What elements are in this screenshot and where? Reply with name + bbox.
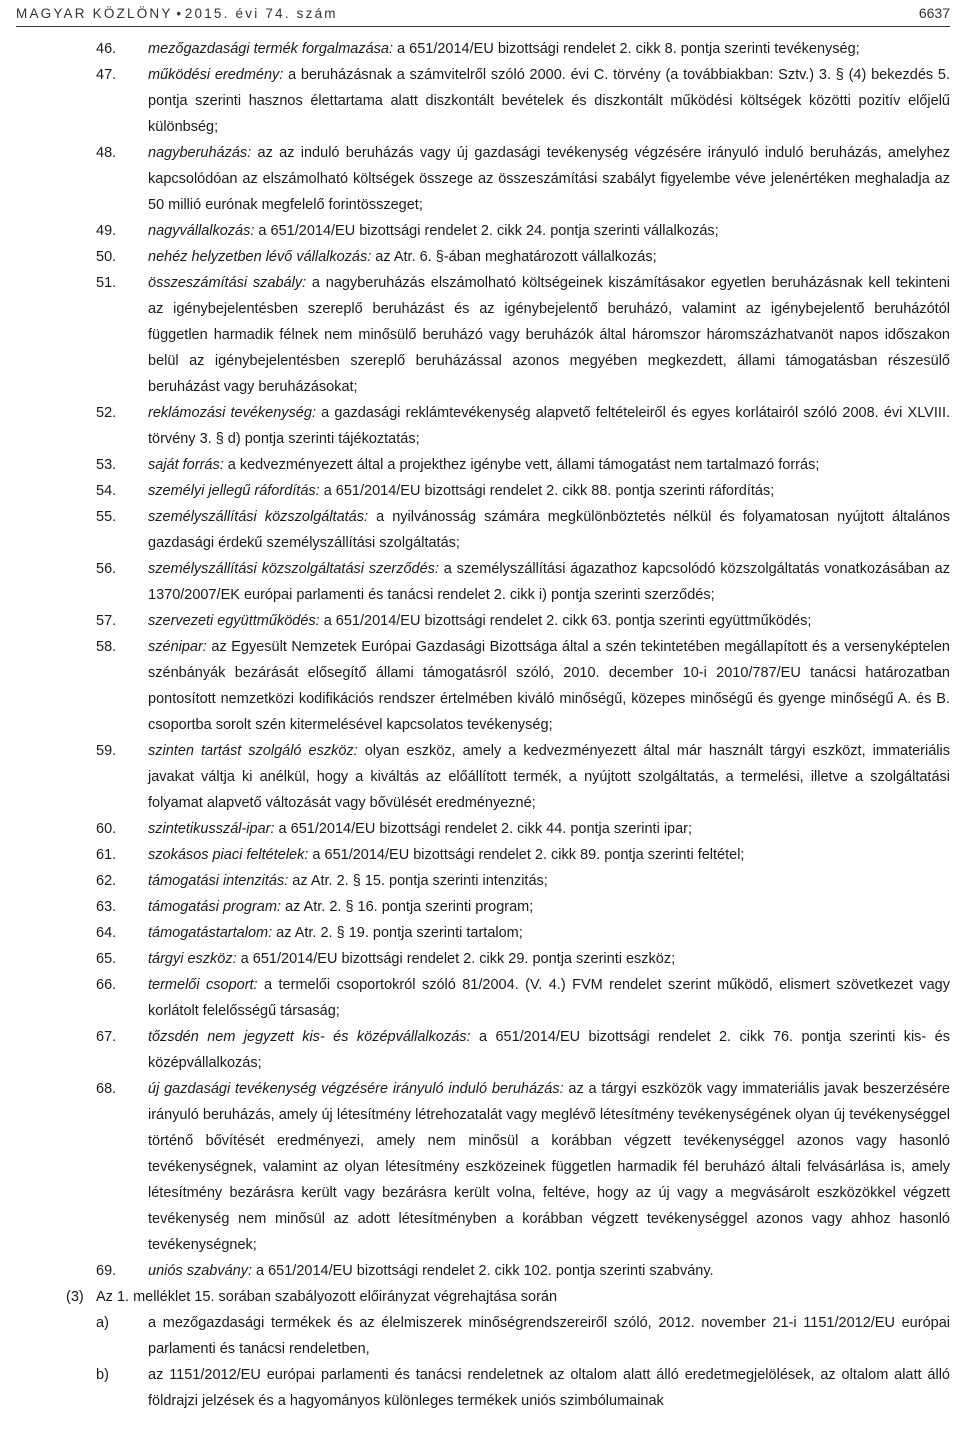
definition-item [0, 634, 960, 738]
defined-term: támogatástartalom: [148, 925, 273, 941]
definition-item [0, 738, 960, 816]
defined-term: termelői csoport: [148, 977, 258, 993]
defined-term: tárgyi eszköz: [148, 951, 237, 967]
paragraph-label: (3) [66, 1289, 84, 1305]
item-number: 67. [96, 1029, 117, 1045]
definition-item [0, 478, 960, 504]
definition-text: az Atr. 2. § 19. pontja szerinti tartalom; [272, 925, 523, 941]
definition-text: a 651/2014/EU bizottsági rendelet 2. cikk 76. pontja szerinti kis- és középvállalkozás; [148, 1029, 950, 1071]
definition-text: a 651/2014/EU bizottsági rendelet 2. cikk 63. pontja szerinti együttműködés; [319, 613, 812, 629]
item-number: 68. [96, 1081, 117, 1097]
page-header [16, 0, 950, 26]
definition-item [0, 1076, 960, 1258]
sub-item [0, 1362, 960, 1414]
journal-title: MAGYAR KÖZLÖNY • 2015. évi 74. szám [16, 6, 338, 21]
definition-item [0, 816, 960, 842]
paragraph-3 [0, 1284, 960, 1310]
definition-item [0, 400, 960, 452]
item-number: 46. [96, 41, 117, 57]
document-body [0, 36, 960, 1414]
definition-text: a 651/2014/EU bizottsági rendelet 2. cikk 44. pontja szerinti ipar; [274, 821, 693, 837]
sub-item-label: b) [96, 1367, 109, 1383]
definition-text: a 651/2014/EU bizottsági rendelet 2. cikk 29. pontja szerinti eszköz; [236, 951, 676, 967]
defined-term: személyszállítási közszolgáltatás: [148, 509, 369, 525]
definition-text: a gazdasági reklámtevékenység alapvető feltételeiről és egyes korlátairól szóló 2008. évi XLVIII. törvény 3. § d) pontja szerinti tájékoztatás; [148, 405, 950, 447]
defined-term: személyi jellegű ráfordítás: [148, 483, 320, 499]
defined-term: szervezeti együttműködés: [148, 613, 320, 629]
definition-item [0, 894, 960, 920]
item-number: 57. [96, 613, 117, 629]
defined-term: támogatási program: [148, 899, 281, 915]
definition-item [0, 972, 960, 1024]
paragraph-text: Az 1. melléklet 15. sorában szabályozott előirányzat végrehajtása során [96, 1289, 558, 1305]
definition-text: a beruházásnak a számvitelről szóló 2000. évi C. törvény (a továbbiakban: Sztv.) 3. § (4) bekezdés 5. pontja szerinti hasznos élettartama alatt diszkontált bevételek és diszkontált működési költségek közötti pozitív előjelű különbség; [148, 67, 950, 135]
item-number: 53. [96, 457, 117, 473]
item-number: 50. [96, 249, 117, 265]
sub-item-text: az 1151/2012/EU európai parlamenti és tanácsi rendeletnek az oltalom alatt álló eredetmegjelölések, az oltalom alatt álló földrajzi jelzések és a hagyományos különleges termékek uniós szimbólumainak [148, 1367, 950, 1409]
item-number: 65. [96, 951, 117, 967]
defined-term: összeszámítási szabály: [148, 275, 307, 291]
item-number: 64. [96, 925, 117, 941]
item-number: 54. [96, 483, 117, 499]
definition-item [0, 36, 960, 62]
defined-term: mezőgazdasági termék forgalmazása: [148, 41, 394, 57]
definition-text: az Atr. 6. §-ában meghatározott vállalkozás; [371, 249, 657, 265]
definition-text: az a tárgyi eszközök vagy immateriális javak beszerzésére irányuló beruházás, amely új létesítmény létrehozatalát vagy meglévő létesítmény tevékenységének olyan új tevékenységgel történő bővítését eredményezi, amely nem minősül a korábban végzett tevékenységgel azonos vagy hasonló tevékenységnek, valamint az olyan létesítmény eszközeinek független harmadik fél beruházó általi felvásárlása is, amely létesítmény bezárásra került vagy bezárásra került volna, feltéve, hogy az új vagy a megvásárolt eszközökkel végzett tevékenység nem minősül az adott létesítményben a korábban végzett tevékenységgel azonos vagy ahhoz hasonló tevékenységnek; [148, 1081, 950, 1253]
defined-term: reklámozási tevékenység: [148, 405, 316, 421]
defined-term: nagyberuházás: [148, 145, 252, 161]
item-number: 52. [96, 405, 117, 421]
definition-text: a személyszállítási ágazathoz kapcsolódó közszolgáltatás vonatkozásában az 1370/2007/EK európai parlamenti és tanácsi rendelet 2. cikk i) pontja szerinti szerződés; [148, 561, 950, 603]
definition-item [0, 556, 960, 608]
definition-item [0, 62, 960, 140]
definition-item [0, 270, 960, 400]
definition-item [0, 140, 960, 218]
definition-text: olyan eszköz, amely a kedvezményezett által már használt tárgyi eszközt, immateriális javakat váltja ki anélkül, hogy a kiváltás az előállított termék, a nyújtott szolgáltatás, a termelési, illetve a szolgáltatási folyamat alapvető változását vagy bővülését eredményezné; [148, 743, 950, 811]
definition-text: a nyilvánosság számára megkülönböztetés nélkül és folyamatosan nyújtott általános gazdasági érdekű személyszállítási szolgáltatás; [148, 509, 950, 551]
definition-text: a 651/2014/EU bizottsági rendelet 2. cikk 8. pontja szerinti tevékenység; [393, 41, 860, 57]
definition-item [0, 504, 960, 556]
definition-item [0, 244, 960, 270]
item-number: 56. [96, 561, 117, 577]
definition-item [0, 1258, 960, 1284]
item-number: 66. [96, 977, 117, 993]
defined-term: szokásos piaci feltételek: [148, 847, 309, 863]
item-number: 60. [96, 821, 117, 837]
defined-term: tőzsdén nem jegyzett kis- és középvállalkozás: [148, 1029, 471, 1045]
definition-text: a nagyberuházás elszámolható költségeinek kiszámításakor egyetlen beruházásnak kell tekinteni az igénybejelentésben szereplő beruházást és az igénybejelentő beruházó, valamint az igénybejelentő beruházótól független harmadik félnek nem minősülő beruházó vagy beruházók által háromszor háromszázhatvanöt napos időszakon belül az igénybejelentésben szereplő beruházással azonos megyében megkezdett, állami támogatásban részesülő beruházást vagy beruházásokat; [148, 275, 951, 395]
definition-text: a termelői csoportokról szóló 81/2004. (V. 4.) FVM rendelet szerint működő, elismert szövetkezet vagy korlátolt felelősségű társaság; [148, 977, 950, 1019]
definition-item [0, 452, 960, 478]
item-number: 47. [96, 67, 117, 83]
definition-text: a 651/2014/EU bizottsági rendelet 2. cikk 102. pontja szerinti szabvány. [251, 1263, 714, 1279]
defined-term: működési eredmény: [148, 67, 284, 83]
item-number: 48. [96, 145, 117, 161]
item-number: 59. [96, 743, 117, 759]
defined-term: személyszállítási közszolgáltatási szerződés: [148, 561, 439, 577]
definition-item [0, 608, 960, 634]
item-number: 51. [96, 275, 117, 291]
defined-term: támogatási intenzitás: [148, 873, 289, 889]
definition-text: a kedvezményezett által a projekthez igénybe vett, állami támogatást nem tartalmazó forrás; [223, 457, 820, 473]
defined-term: saját forrás: [148, 457, 224, 473]
item-number: 63. [96, 899, 117, 915]
defined-term: nehéz helyzetben lévő vállalkozás: [148, 249, 372, 265]
item-number: 69. [96, 1263, 117, 1279]
definition-item [0, 920, 960, 946]
defined-term: szintetikusszál-ipar: [148, 821, 275, 837]
definition-text: a 651/2014/EU bizottsági rendelet 2. cikk 89. pontja szerinti feltétel; [308, 847, 745, 863]
page-number: 6637 [918, 5, 950, 21]
definition-item [0, 1024, 960, 1076]
definition-text: a 651/2014/EU bizottsági rendelet 2. cikk 88. pontja szerinti ráfordítás; [319, 483, 775, 499]
definition-text: az Atr. 2. § 15. pontja szerinti intenzitás; [288, 873, 548, 889]
definition-text: az az induló beruházás vagy új gazdasági tevékenység végzésére irányuló induló beruházás, amelyhez kapcsolódóan az elszámolható költségek összege az összeszámítási szabályt figyelembe véve jelenértéken meghaladja az 50 millió eurónak megfelelő forintösszeget; [148, 145, 950, 213]
item-number: 58. [96, 639, 117, 655]
defined-term: új gazdasági tevékenység végzésére irányuló induló beruházás: [148, 1081, 564, 1097]
defined-term: uniós szabvány: [148, 1263, 252, 1279]
header-rule [16, 26, 950, 27]
defined-term: szénipar: [148, 639, 207, 655]
defined-term: szinten tartást szolgáló eszköz: [148, 743, 358, 759]
definition-item [0, 946, 960, 972]
item-number: 61. [96, 847, 117, 863]
item-number: 62. [96, 873, 117, 889]
sub-item [0, 1310, 960, 1362]
sub-item-label: a) [96, 1315, 109, 1331]
definition-text: az Atr. 2. § 16. pontja szerinti program; [280, 899, 534, 915]
definition-text: a 651/2014/EU bizottsági rendelet 2. cikk 24. pontja szerinti vállalkozás; [254, 223, 719, 239]
item-number: 49. [96, 223, 117, 239]
defined-term: nagyvállalkozás: [148, 223, 255, 239]
definition-item [0, 842, 960, 868]
sub-item-text: a mezőgazdasági termékek és az élelmiszerek minőségrendszereiről szóló, 2012. november 21-i 1151/2012/EU európai parlamenti és tanácsi rendeletben, [148, 1315, 950, 1357]
definition-item [0, 868, 960, 894]
definition-item [0, 218, 960, 244]
item-number: 55. [96, 509, 117, 525]
definition-text: az Egyesült Nemzetek Európai Gazdasági Bizottsága által a szén tekintetében megállapított és a versenyképtelen szénbányák bezárását elősegítő állami támogatásról szóló, 2010. december 10-i 2010/787/EU tanácsi határozatban pontosított nemzetközi kodifikációs rendszer értelmében kiváló minőségű, közepes minőségű és gyenge minőségű A. és B. csoportba sorolt szén kitermelésével kapcsolatos tevékenység; [148, 639, 950, 733]
